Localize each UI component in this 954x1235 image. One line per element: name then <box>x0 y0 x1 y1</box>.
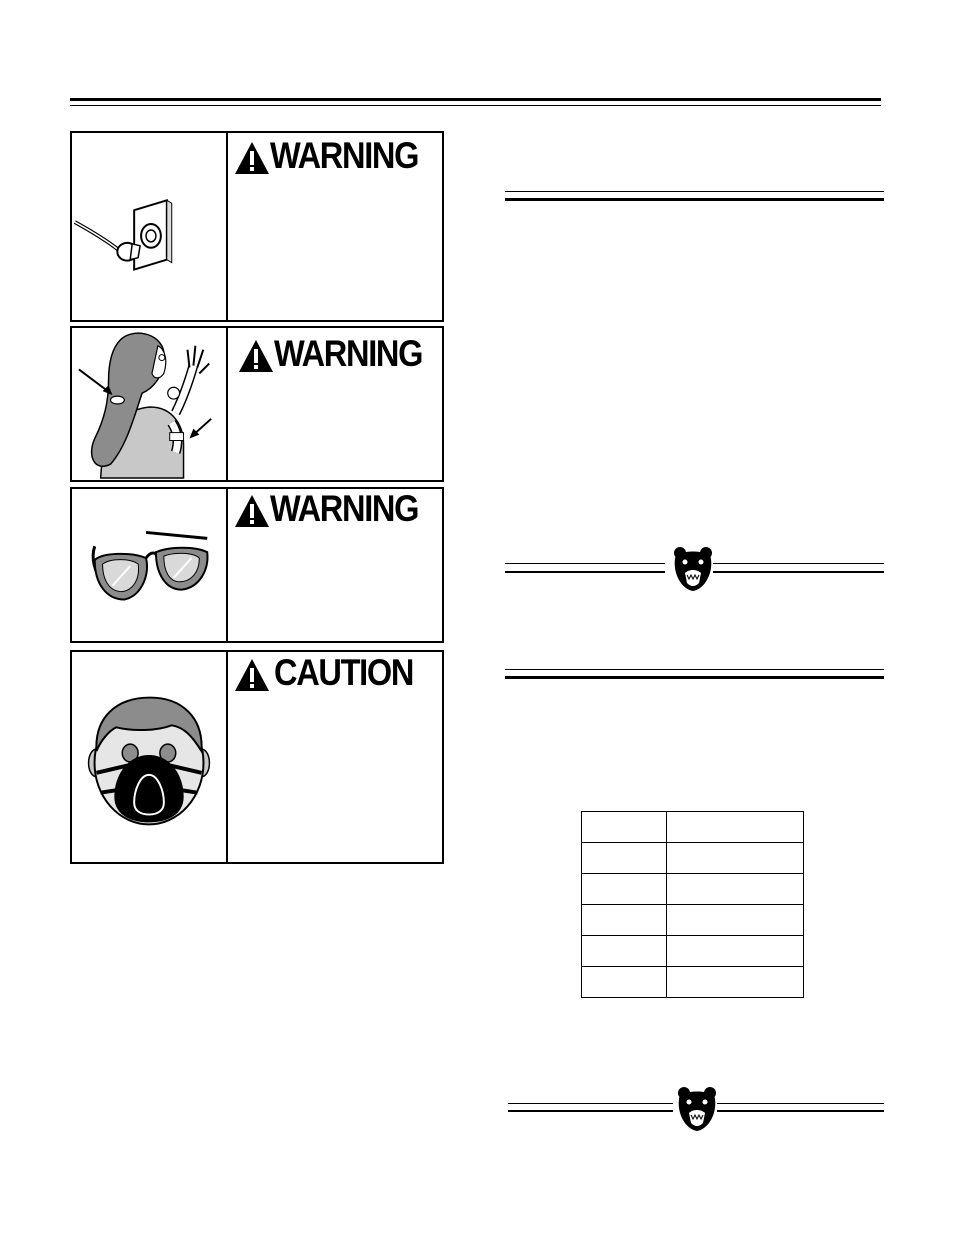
header-rule-thin <box>70 105 881 106</box>
signal-header <box>232 652 438 696</box>
caution-label-respirator <box>70 650 444 864</box>
safety-glasses-icon <box>72 489 228 641</box>
exclamation-triangle-icon <box>234 494 270 528</box>
signal-word: WARNING <box>274 333 423 374</box>
table-row <box>582 812 804 843</box>
table-row <box>582 843 804 874</box>
bear-divider-1 <box>505 543 884 593</box>
warning-label-unplug <box>70 131 444 322</box>
long-hair-loose-clothing-icon <box>72 328 228 480</box>
signal-word: WARNING <box>270 135 419 176</box>
exclamation-triangle-icon <box>234 141 270 175</box>
signal-header <box>232 135 438 179</box>
warning-label-clothing <box>70 326 444 482</box>
power-plug-outlet-icon <box>72 133 228 320</box>
signal-word: WARNING <box>270 488 419 529</box>
signal-header <box>232 333 438 377</box>
grizzly-bear-logo-icon <box>671 545 715 593</box>
exclamation-triangle-icon <box>238 339 274 373</box>
header-rule-thick <box>70 98 881 101</box>
warning-label-eye-protection <box>70 487 444 643</box>
grizzly-bear-logo-icon <box>675 1085 719 1133</box>
table-row <box>582 874 804 905</box>
signal-word: CAUTION <box>274 652 414 693</box>
spec-table <box>581 811 804 998</box>
respirator-mask-icon <box>72 652 228 862</box>
table-row <box>582 967 804 998</box>
bear-divider-2 <box>505 1085 884 1135</box>
exclamation-triangle-icon <box>234 658 270 692</box>
table-row <box>582 936 804 967</box>
signal-header <box>232 488 438 532</box>
table-row <box>582 905 804 936</box>
